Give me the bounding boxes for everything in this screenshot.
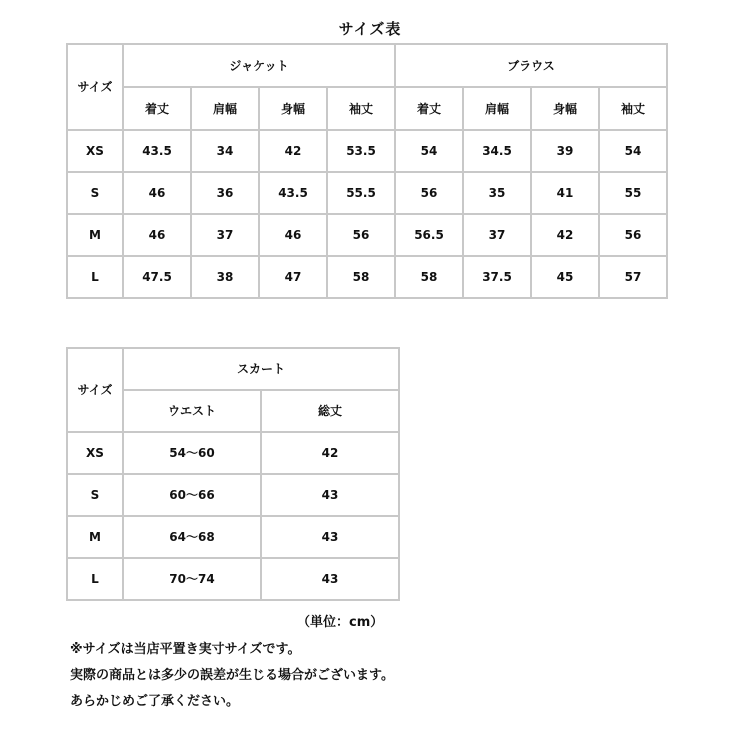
table-cell: 36 [191,172,259,214]
note-line: あらかじめご了承ください。 [70,694,240,709]
table-cell: 43.5 [259,172,327,214]
table-cell: 56 [395,172,463,214]
table-row [67,516,399,558]
size-label: L [67,256,123,298]
column-header: 身幅 [531,87,599,130]
column-header: 身幅 [259,87,327,130]
table-cell: 37 [191,214,259,256]
table-cell: 55.5 [327,172,395,214]
group-header-skirt: スカート [123,348,399,390]
table-cell: 41 [531,172,599,214]
table-cell: 46 [123,172,191,214]
table-cell: 54 [599,130,667,172]
column-header: 肩幅 [191,87,259,130]
table-cell: 37.5 [463,256,531,298]
column-header: 総丈 [261,390,399,432]
table-cell: 64～68 [123,516,261,558]
size-header: サイズ [67,44,123,130]
size-label: S [67,474,123,516]
table-row [67,256,667,298]
size-header: サイズ [67,348,123,432]
note-line: ※サイズは当店平置き実寸サイズです。 [70,642,301,657]
table-cell: 43 [261,558,399,600]
table-cell: 46 [123,214,191,256]
column-header: 肩幅 [463,87,531,130]
size-label: L [67,558,123,600]
column-header: 袖丈 [327,87,395,130]
size-label: M [67,214,123,256]
jacket-blouse-size-table [66,43,668,299]
column-header: 着丈 [395,87,463,130]
table-cell: 56 [327,214,395,256]
column-header: 着丈 [123,87,191,130]
note-line: 実際の商品とは多少の誤差が生じる場合がございます。 [70,668,394,683]
table-cell: 43 [261,474,399,516]
table-row [67,432,399,474]
table-cell: 58 [395,256,463,298]
table-cell: 39 [531,130,599,172]
unit-note: （単位：cm） [297,615,384,630]
table-cell: 56 [599,214,667,256]
table-cell: 45 [531,256,599,298]
column-header: ウエスト [123,390,261,432]
table-cell: 34.5 [463,130,531,172]
table-cell: 38 [191,256,259,298]
group-header-blouse: ブラウス [395,44,667,87]
table-cell: 54～60 [123,432,261,474]
table-cell: 43.5 [123,130,191,172]
page-title: サイズ表 [338,20,402,38]
table-cell: 58 [327,256,395,298]
table-row [67,474,399,516]
table-cell: 56.5 [395,214,463,256]
table-cell: 34 [191,130,259,172]
table-cell: 42 [259,130,327,172]
table-cell: 47.5 [123,256,191,298]
table-row [67,172,667,214]
table-row [67,130,667,172]
table-cell: 47 [259,256,327,298]
table-cell: 42 [261,432,399,474]
size-label: M [67,516,123,558]
size-label: XS [67,130,123,172]
table-cell: 46 [259,214,327,256]
table-cell: 43 [261,516,399,558]
group-header-jacket: ジャケット [123,44,395,87]
skirt-size-table [66,347,400,601]
table-cell: 57 [599,256,667,298]
table-cell: 35 [463,172,531,214]
table-cell: 42 [531,214,599,256]
notes [70,637,394,715]
table-cell: 54 [395,130,463,172]
table-cell: 55 [599,172,667,214]
table-cell: 37 [463,214,531,256]
table-row [67,558,399,600]
table-cell: 70～74 [123,558,261,600]
table-cell: 60～66 [123,474,261,516]
size-label: XS [67,432,123,474]
column-header: 袖丈 [599,87,667,130]
table-cell: 53.5 [327,130,395,172]
table-row [67,214,667,256]
size-label: S [67,172,123,214]
